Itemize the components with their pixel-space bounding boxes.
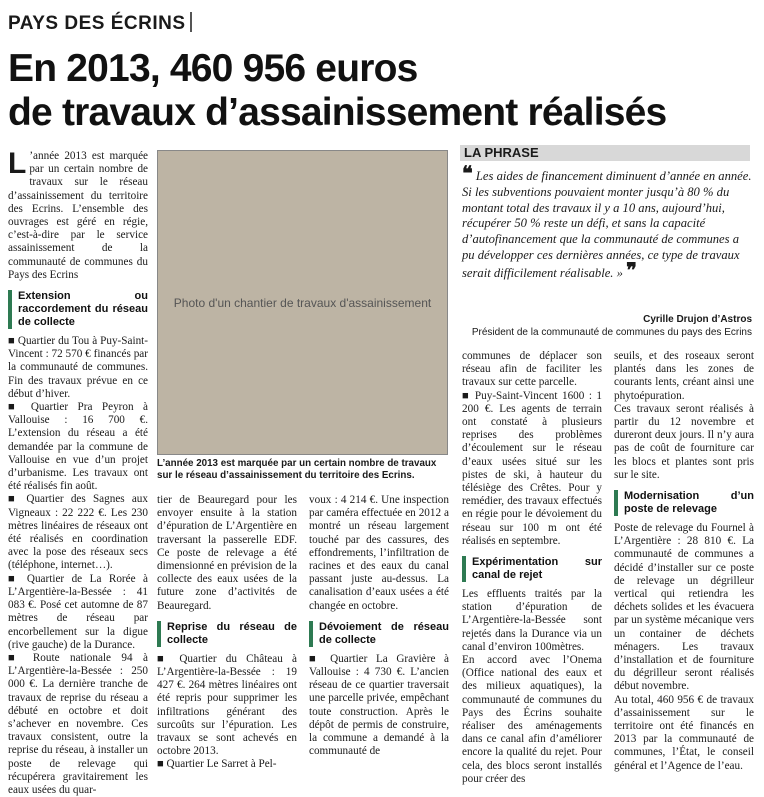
drop-cap: L xyxy=(8,147,27,180)
quote xyxy=(462,163,752,282)
paragraph: seuils, et des roseaux seront plantés dans les zones de courants lents, créant ainsi une phytoépuration. xyxy=(614,350,754,402)
close-quote-icon: ❞ xyxy=(626,259,637,282)
headline-line-1: En 2013, 460 956 euros xyxy=(8,47,418,90)
subheading-devoiement: Dévoiement de réseau de collecte xyxy=(309,621,449,647)
headline-line-2: de travaux d’assainissement réalisés xyxy=(8,91,667,134)
paragraph: ■ Quartier La Gravière à Vallouise : 4 730 €. L’ancien réseau de ce quartier traversait une parcelle privée, empêchant toute construction. Après le dépôt de permis de construire, la commune a demandé à la communauté de xyxy=(309,652,449,758)
photo-caption: L’année 2013 est marquée par un certain nombre de travaux sur le réseau d’assainissement du territoire des Ecrins. xyxy=(157,458,437,481)
article-column-2 xyxy=(157,494,297,771)
paragraph: Poste de relevage du Fournel à L’Argentière : 28 810 €. La communauté de communes a décidé d’installer sur ce poste de relevage un dégrilleur vertical qui retiendra les déchets solides et les évacuera par un système mécanique vers un container de déchets ménagers. Les travaux d’installation et de fourniture du dégrilleur seront réalisés début novembre. xyxy=(614,522,754,693)
article-column-1 xyxy=(8,147,148,796)
paragraph: ■ Route nationale 94 à L’Argentière-la-Bessée : 250 000 €. La dernière tranche de travaux de reprise du réseau a débuté en octobre et doit s’achever en novembre. Ces travaux consistent, outre la reprise du réseau, à installer un poste de relevage qui récupérera gravitairement les eaux usées du quar- xyxy=(8,651,148,796)
paragraph: ■ Quartier du Château à L’Argentière-la-Bessée : 19 427 €. 264 mètres linéaires ont été repris pour supprimer les infiltrations générant des surcoûts sur l’épuration. Les travaux se sont achevés en octobre 2013. xyxy=(157,652,297,758)
open-quote-icon: ❝ xyxy=(462,163,473,185)
paragraph: En accord avec l’Onema (Office national des eaux et des milieux aquatiques), la communauté de communes du Pays des Écrins souhaite réaliser des aménagements dans ce canal afin d’améliorer encore la qualité du rejet. Pour cela, des blocs seront installés pour créer des xyxy=(462,654,602,785)
subheading-modernisation: Modernisation d’un poste de relevage xyxy=(614,490,754,516)
paragraph: Au total, 460 956 € de travaux d’assainissement sur le territoire ont été financés en 2013 par la communauté de communes, l’État, le conseil général et l’Agence de l’eau. xyxy=(614,693,754,772)
article-column-3 xyxy=(309,494,449,764)
quote-author-role: Président de la communauté de communes du pays des Ecrins xyxy=(471,327,752,338)
paragraph: ■ Puy-Saint-Vincent 1600 : 1 200 €. Les agents de terrain ont constaté à plusieurs reprises des problèmes d’écoulement sur le réseau d’eaux usées situé sur les pistes de ski, à hauteur du télésiège des Crêtes. Pour y remédier, des travaux effectués en régie pour le dévoiement du réseau sur 100 m ont été réalisés en septembre. xyxy=(462,389,602,547)
article-column-5 xyxy=(614,350,754,772)
paragraph: communes de déplacer son réseau afin de faciliter les travaux sur cette parcelle. xyxy=(462,350,602,389)
paragraph: Ces travaux seront réalisés à partir du 12 novembre et dureront deux jours. Il n’y aura pas de coût de fourniture car les blocs et plantes sont pris sur le site. xyxy=(614,402,754,481)
quote-text: Les aides de financement diminuent d’année en année. Si les subventions pouvaient monter jusqu’à 80 % du montant total des travaux il y a 10 ans, aujourd’hui, récupérer 50 % reste un défi, et sans la capacité d’autofinancement que la communauté de communes a pu développer ces dernières années, ce type de travaux serait difficilement réalisable. » xyxy=(462,169,752,280)
article-column-4 xyxy=(462,350,602,785)
article-photo: Photo d'un chantier de travaux d'assainissement xyxy=(157,150,448,455)
quote-author: Cyrille Drujon d’Astros xyxy=(643,314,752,325)
paragraph: ■ Quartier de La Rorée à L’Argentière-la-Bessée : 41 083 €. Posé cet automne de 87 mètres de réseau par encorbellement sur la digue (rive gauche) de la Durance. xyxy=(8,572,148,651)
paragraph: ■ Quartier Pra Peyron à Vallouise : 16 700 €. L’extension du réseau a été demandée par la commune de Vallouise en vue d’un projet d’urbanisme. Les travaux ont été réalisés fin août. xyxy=(8,401,148,493)
paragraph: voux : 4 214 €. Une inspection par caméra effectuée en 2012 a montré un réseau largement touché par des cassures, des effondrements, l’infiltration de racines et des eaux du canal passant juste au-dessus. La canalisation d’eaux usées a été changée en octobre. xyxy=(309,494,449,612)
subheading-reprise: Reprise du réseau de collecte xyxy=(157,621,297,647)
intro-paragraph: L ’année 2013 est marquée par un certain nombre de travaux sur le réseau d’assainissement du territoire des Ecrins. L’ensemble des ouvrages est géré en régie, c’est-à-dire par le service assainissement de la communauté de communes du Pays des Ecrins xyxy=(8,147,148,281)
paragraph: ■ Quartier des Sagnes aux Vigneaux : 22 222 €. Les 230 mètres linéaires de réseaux ont été réalisés en coordination avec la pose des réseaux secs (téléphone, internet…). xyxy=(8,493,148,572)
paragraph: ■ Quartier Le Sarret à Pel- xyxy=(157,758,277,771)
paragraph: tier de Beauregard pour les envoyer ensuite à la station d’épuration de L’Argentière en traversant la passerelle EDF. Ce poste de relevage a été dimensionné en prévision de la collecte des eaux usées de la future zone d’activités de Beauregard. xyxy=(157,494,297,612)
section-title: PAYS DES ÉCRINS xyxy=(8,12,192,35)
phrase-label: LA PHRASE xyxy=(460,145,750,161)
paragraph: Les effluents traités par la station d’épuration de L’Argentière-la-Bessée sont rejetés dans la Durance via un canal d’environ 100mètres. xyxy=(462,588,602,653)
paragraph: ■ Quartier du Tou à Puy-Saint-Vincent : 72 570 € financés par la communauté de communes. Fin des travaux prévue en ce début d’hiver. xyxy=(8,335,148,400)
subheading-extension: Extension ou raccordement du réseau de collecte xyxy=(8,290,148,329)
subheading-experimentation: Expérimentation sur canal de rejet xyxy=(462,556,602,582)
headline xyxy=(8,47,758,135)
